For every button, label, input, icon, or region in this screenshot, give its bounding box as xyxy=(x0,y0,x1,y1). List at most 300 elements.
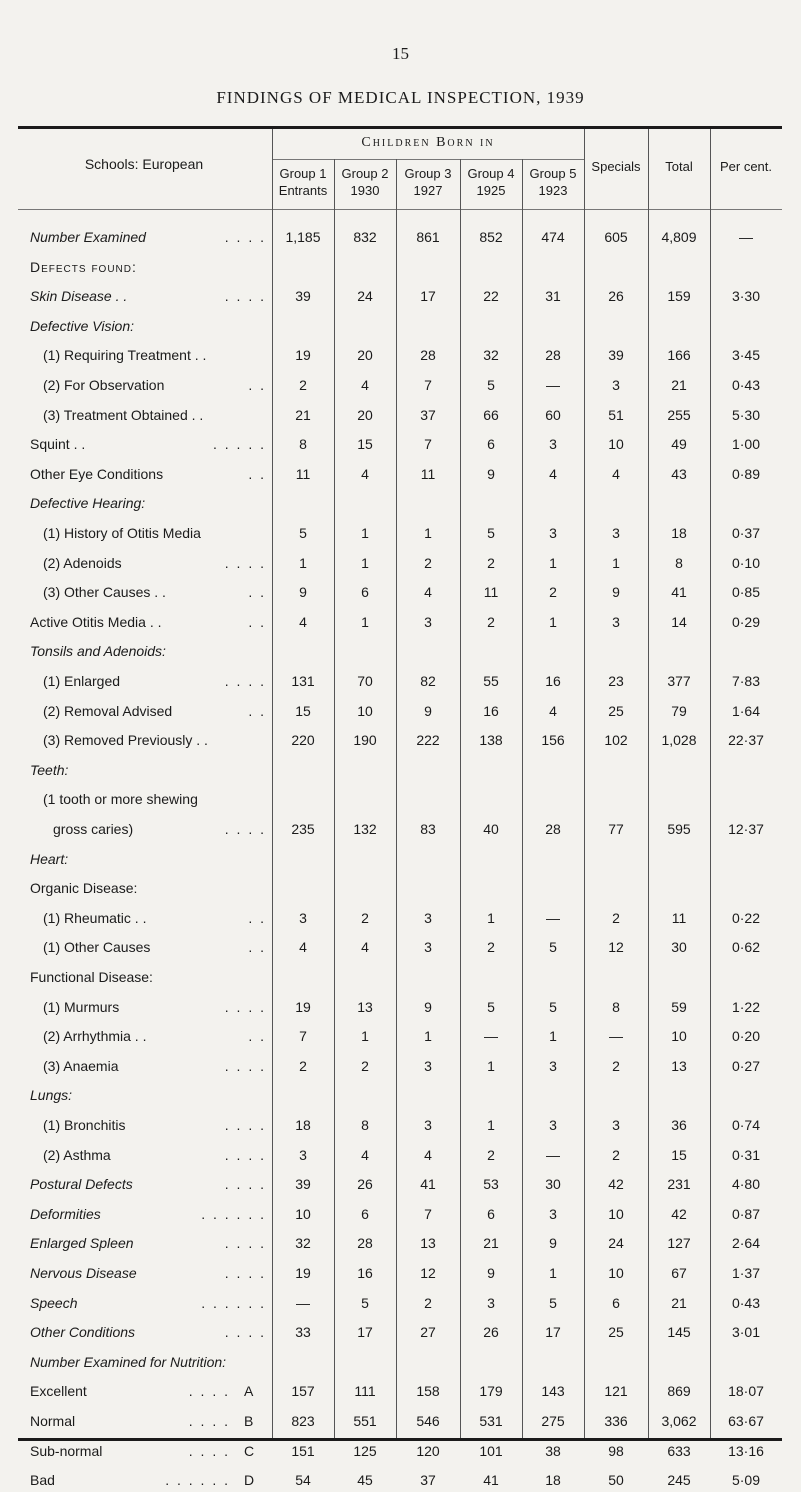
table-cell: 70 xyxy=(357,673,373,689)
table-cell: 166 xyxy=(667,347,691,363)
table-cell: 98 xyxy=(608,1443,624,1459)
leader-dots: . . xyxy=(248,377,266,393)
table-cell: 1,028 xyxy=(661,732,697,748)
leader-dots: . . xyxy=(248,466,266,482)
table-cell: 0·62 xyxy=(731,939,761,955)
column-header-line1: Group 4 xyxy=(467,166,515,181)
table-cell: 7 xyxy=(299,1028,307,1044)
table-cell: 16 xyxy=(357,1265,373,1281)
table-cell: 3 xyxy=(424,1058,432,1074)
leader-dots: . . . . xyxy=(224,1235,266,1251)
table-row xyxy=(18,614,782,634)
table-cell: 31 xyxy=(545,288,561,304)
table-cell: 36 xyxy=(671,1117,687,1133)
table-cell: 25 xyxy=(608,1324,624,1340)
table-cell: 145 xyxy=(667,1324,691,1340)
column-header-line1: Specials xyxy=(591,159,641,174)
table-cell: 1 xyxy=(549,614,557,630)
table-cell: 5 xyxy=(549,939,557,955)
nutrition-grade-letter: A xyxy=(244,1383,254,1399)
column-header xyxy=(584,158,648,175)
row-label: Heart: xyxy=(30,851,69,867)
table-cell: 0·27 xyxy=(731,1058,761,1074)
leader-dots: . . xyxy=(248,939,266,955)
row-label: (1) Bronchitis xyxy=(43,1117,126,1133)
table-cell: 50 xyxy=(608,1472,624,1488)
table-cell: 41 xyxy=(671,584,687,600)
table-cell: 9 xyxy=(424,999,432,1015)
column-header xyxy=(272,165,334,199)
row-label: Deformities xyxy=(30,1206,101,1222)
table-cell: 25 xyxy=(608,703,624,719)
table-cell: 20 xyxy=(357,347,373,363)
table-cell: 26 xyxy=(483,1324,499,1340)
table-cell: 10 xyxy=(671,1028,687,1044)
table-cell: 2 xyxy=(487,614,495,630)
leader-dots: . . . . . . xyxy=(165,1472,230,1488)
table-row xyxy=(18,1028,782,1048)
table-cell: 11 xyxy=(420,466,436,482)
table-cell: 1·22 xyxy=(731,999,761,1015)
table-cell: 17 xyxy=(420,288,436,304)
row-label: Enlarged Spleen xyxy=(30,1235,134,1251)
table-cell: 8 xyxy=(675,555,683,571)
row-label: (1) History of Otitis Media xyxy=(43,525,201,541)
table-cell: 0·74 xyxy=(731,1117,761,1133)
table-cell: 41 xyxy=(483,1472,499,1488)
table-row xyxy=(18,1295,782,1315)
table-cell: 0·29 xyxy=(731,614,761,630)
table-cell: 5 xyxy=(549,999,557,1015)
table-cell: 5·09 xyxy=(731,1472,761,1488)
table-cell: 17 xyxy=(357,1324,373,1340)
table-cell: 15 xyxy=(357,436,373,452)
table-cell: — xyxy=(546,377,560,393)
table-row xyxy=(18,1354,782,1374)
table-cell: 531 xyxy=(479,1413,503,1429)
table-cell: 37 xyxy=(420,407,436,423)
table-row xyxy=(18,436,782,456)
table-cell: 10 xyxy=(608,1265,624,1281)
row-label: Excellent xyxy=(30,1383,87,1399)
table-cell: 1 xyxy=(549,1265,557,1281)
table-cell: 28 xyxy=(545,347,561,363)
table-cell: 231 xyxy=(667,1176,691,1192)
table-row xyxy=(18,939,782,959)
table-cell: 1 xyxy=(487,1058,495,1074)
leader-dots: . . . . . . xyxy=(201,1295,266,1311)
table-cell: 10 xyxy=(608,1206,624,1222)
row-label: Other Eye Conditions xyxy=(30,466,164,482)
table-cell: 79 xyxy=(671,703,687,719)
table-cell: 7 xyxy=(424,1206,432,1222)
table-cell: 159 xyxy=(667,288,691,304)
table-cell: 11 xyxy=(483,584,499,600)
table-cell: — xyxy=(609,1028,623,1044)
table-cell: 9 xyxy=(549,1235,557,1251)
table-cell: 23 xyxy=(608,673,624,689)
table-cell: 55 xyxy=(483,673,499,689)
page-title: FINDINGS OF MEDICAL INSPECTION, 1939 xyxy=(216,88,585,107)
table-cell: 3·45 xyxy=(731,347,761,363)
table-row xyxy=(18,673,782,693)
table-cell: 83 xyxy=(420,821,436,837)
table-cell: 0·85 xyxy=(731,584,761,600)
table-cell: 7 xyxy=(424,377,432,393)
table-bottom-rule xyxy=(18,1438,782,1441)
row-label: (2) Arrhythmia . . xyxy=(43,1028,147,1044)
table-cell: 5 xyxy=(549,1295,557,1311)
table-cell: 3 xyxy=(612,377,620,393)
table-cell: 222 xyxy=(416,732,440,748)
table-cell: 1,185 xyxy=(285,229,321,245)
row-label: Nervous Disease xyxy=(30,1265,137,1281)
column-header-line1: Group 3 xyxy=(404,166,452,181)
column-header-line2: 1930 xyxy=(350,183,380,198)
row-label: Tonsils and Adenoids: xyxy=(30,643,166,659)
table-row xyxy=(18,1147,782,1167)
table-cell: 4 xyxy=(424,1147,432,1163)
table-row xyxy=(18,732,782,752)
table-cell: 2 xyxy=(487,939,495,955)
table-cell: 245 xyxy=(667,1472,691,1488)
table-row xyxy=(18,762,782,782)
table-cell: 15 xyxy=(295,703,311,719)
table-cell: 21 xyxy=(671,1295,687,1311)
table-cell: 111 xyxy=(354,1383,376,1399)
column-header xyxy=(710,158,782,175)
table-cell: 2 xyxy=(549,584,557,600)
table-cell: 1 xyxy=(549,1028,557,1044)
column-header-line2: Entrants xyxy=(278,183,328,198)
table-cell: 0·22 xyxy=(731,910,761,926)
table-cell: 1 xyxy=(424,525,432,541)
leader-dots: . . . . xyxy=(224,229,266,245)
table-cell: 12 xyxy=(608,939,624,955)
row-label: Skin Disease . . xyxy=(30,288,128,304)
table-row xyxy=(18,407,782,427)
table-cell: — xyxy=(546,1147,560,1163)
children-born-in-header: Children Born in xyxy=(361,135,495,150)
table-cell: 179 xyxy=(479,1383,503,1399)
table-row xyxy=(18,1117,782,1137)
row-label: (3) Removed Previously . . xyxy=(43,732,208,748)
leader-dots: . . . . . . xyxy=(201,1206,266,1222)
table-cell: 39 xyxy=(608,347,624,363)
table-cell: 24 xyxy=(357,288,373,304)
table-row xyxy=(18,1383,782,1403)
table-cell: 30 xyxy=(545,1176,561,1192)
table-cell: 4 xyxy=(361,1147,369,1163)
table-cell: 4 xyxy=(549,703,557,719)
row-label: Teeth: xyxy=(30,762,69,778)
table-cell: 53 xyxy=(483,1176,499,1192)
table-cell: 12·37 xyxy=(728,821,764,837)
leader-dots: . . . . xyxy=(224,1176,266,1192)
table-cell: 127 xyxy=(667,1235,691,1251)
row-label: Postural Defects xyxy=(30,1176,133,1192)
table-cell: 27 xyxy=(420,1324,436,1340)
row-label: Speech xyxy=(30,1295,78,1311)
table-cell: 18 xyxy=(295,1117,311,1133)
leader-dots: . . . . xyxy=(224,1265,266,1281)
table-cell: 38 xyxy=(545,1443,561,1459)
table-row xyxy=(18,1265,782,1285)
table-cell: 82 xyxy=(420,673,436,689)
table-cell: 255 xyxy=(667,407,691,423)
column-header-line1: Group 1 xyxy=(279,166,327,181)
table-cell: 26 xyxy=(608,288,624,304)
table-cell: 4 xyxy=(361,939,369,955)
table-cell: 5 xyxy=(487,525,495,541)
row-label: Lungs: xyxy=(30,1087,73,1103)
table-cell: 2 xyxy=(299,377,307,393)
row-label: (2) Asthma xyxy=(43,1147,111,1163)
table-cell: 3 xyxy=(549,436,557,452)
table-cell: 66 xyxy=(483,407,499,423)
table-cell: 1 xyxy=(549,555,557,571)
column-header-line2: 1923 xyxy=(538,183,568,198)
table-cell: 13 xyxy=(357,999,373,1015)
table-cell: 37 xyxy=(420,1472,436,1488)
nutrition-grade-letter: D xyxy=(244,1472,255,1488)
row-label: Squint . . xyxy=(30,436,86,452)
table-cell: 28 xyxy=(545,821,561,837)
table-cell: 39 xyxy=(295,288,311,304)
table-cell: 275 xyxy=(541,1413,565,1429)
table-cell: 5 xyxy=(487,999,495,1015)
table-cell: 4 xyxy=(424,584,432,600)
table-row xyxy=(18,1443,782,1463)
table-cell: 157 xyxy=(291,1383,315,1399)
table-cell: 2 xyxy=(424,555,432,571)
page-number: 15 xyxy=(392,44,409,63)
table-cell: 3 xyxy=(299,1147,307,1163)
table-cell: 11 xyxy=(295,466,311,482)
table-cell: 546 xyxy=(416,1413,440,1429)
table-row xyxy=(18,1058,782,1078)
table-cell: 1·37 xyxy=(731,1265,761,1281)
row-label: (1) Other Causes xyxy=(43,939,151,955)
table-cell: 10 xyxy=(295,1206,311,1222)
table-cell: 1 xyxy=(361,525,369,541)
table-cell: 3·01 xyxy=(731,1324,761,1340)
table-cell: 4 xyxy=(361,377,369,393)
leader-dots: . . . . . xyxy=(212,436,266,452)
table-cell: — xyxy=(546,910,560,926)
table-cell: 4 xyxy=(299,614,307,630)
column-header-line1: Group 5 xyxy=(529,166,577,181)
table-row xyxy=(18,288,782,308)
row-label: (1) Requiring Treatment . . xyxy=(43,347,207,363)
table-cell: 19 xyxy=(295,1265,311,1281)
table-row xyxy=(18,347,782,367)
table-cell: 21 xyxy=(295,407,311,423)
leader-dots: . . xyxy=(248,910,266,926)
row-label: (2) For Observation xyxy=(43,377,165,393)
table-cell: 8 xyxy=(612,999,620,1015)
table-cell: 40 xyxy=(483,821,499,837)
table-row xyxy=(18,259,782,279)
table-cell: 14 xyxy=(671,614,687,630)
table-cell: 4,809 xyxy=(661,229,697,245)
table-cell: 30 xyxy=(671,939,687,955)
table-cell: 474 xyxy=(541,229,565,245)
table-cell: 1 xyxy=(361,555,369,571)
table-cell: 18 xyxy=(671,525,687,541)
column-header-line1: Per cent. xyxy=(719,159,773,174)
table-cell: 3 xyxy=(424,1117,432,1133)
table-cell: 6 xyxy=(612,1295,620,1311)
table-cell: 39 xyxy=(295,1176,311,1192)
row-label: (3) Anaemia xyxy=(43,1058,119,1074)
table-cell: 3 xyxy=(612,614,620,630)
table-cell: 156 xyxy=(541,732,565,748)
table-cell: 8 xyxy=(299,436,307,452)
table-cell: 1 xyxy=(487,1117,495,1133)
table-cell: 4 xyxy=(299,939,307,955)
table-cell: 17 xyxy=(545,1324,561,1340)
row-label: (3) Treatment Obtained . . xyxy=(43,407,204,423)
column-header xyxy=(522,165,584,199)
table-cell: 131 xyxy=(291,673,315,689)
table-row xyxy=(18,791,782,811)
table-cell: 13 xyxy=(420,1235,436,1251)
table-cell: 0·43 xyxy=(731,1295,761,1311)
row-label: Number Examined xyxy=(30,229,146,245)
table-cell: 2 xyxy=(612,1058,620,1074)
table-cell: 0·10 xyxy=(731,555,761,571)
table-cell: 77 xyxy=(608,821,624,837)
table-cell: 32 xyxy=(295,1235,311,1251)
table-cell: 12 xyxy=(420,1265,436,1281)
table-row xyxy=(18,999,782,1019)
table-cell: 869 xyxy=(667,1383,691,1399)
table-cell: 3 xyxy=(424,614,432,630)
table-cell: 190 xyxy=(353,732,377,748)
table-cell: 22 xyxy=(483,288,499,304)
table-row xyxy=(18,377,782,397)
table-cell: 6 xyxy=(487,1206,495,1222)
table-cell: 832 xyxy=(353,229,377,245)
leader-dots: . . . . xyxy=(224,673,266,689)
row-label: Functional Disease: xyxy=(30,969,153,985)
leader-dots: . . . . xyxy=(188,1413,230,1429)
table-cell: 3 xyxy=(549,1206,557,1222)
table-cell: 42 xyxy=(671,1206,687,1222)
column-header-line2: 1925 xyxy=(476,183,506,198)
row-label: Bad xyxy=(30,1472,55,1488)
table-cell: 10 xyxy=(357,703,373,719)
table-cell: 21 xyxy=(671,377,687,393)
table-cell: 2·64 xyxy=(731,1235,761,1251)
leader-dots: . . . . xyxy=(224,1324,266,1340)
table-row xyxy=(18,821,782,841)
leader-dots: . . xyxy=(248,1028,266,1044)
table-cell: 7·83 xyxy=(731,673,761,689)
row-label: (1) Murmurs xyxy=(43,999,120,1015)
table-cell: 18·07 xyxy=(728,1383,764,1399)
table-cell: 41 xyxy=(420,1176,436,1192)
leader-dots: . . . . xyxy=(224,999,266,1015)
table-cell: 158 xyxy=(416,1383,440,1399)
table-cell: 19 xyxy=(295,347,311,363)
table-cell: 1 xyxy=(361,614,369,630)
table-cell: 1 xyxy=(487,910,495,926)
table-cell: 101 xyxy=(479,1443,503,1459)
table-cell: 2 xyxy=(487,555,495,571)
table-cell: 3 xyxy=(549,525,557,541)
table-cell: 15 xyxy=(671,1147,687,1163)
table-cell: — xyxy=(484,1028,498,1044)
table-cell: 7 xyxy=(424,436,432,452)
children-born-in-rule xyxy=(272,159,584,160)
table-row xyxy=(18,466,782,486)
table-cell: 0·89 xyxy=(731,466,761,482)
column-header-line1: Total xyxy=(665,159,693,174)
row-label: Defective Vision: xyxy=(30,318,135,334)
table-cell: 1·00 xyxy=(731,436,761,452)
leader-dots: . . . . xyxy=(224,1147,266,1163)
table-cell: 16 xyxy=(483,703,499,719)
table-cell: 5 xyxy=(487,377,495,393)
table-cell: 63·67 xyxy=(728,1413,764,1429)
table-row xyxy=(18,584,782,604)
row-label: (1) Enlarged xyxy=(43,673,121,689)
table-cell: 125 xyxy=(353,1443,377,1459)
table-row xyxy=(18,555,782,575)
table-row xyxy=(18,525,782,545)
table-cell: 605 xyxy=(604,229,628,245)
table-cell: 377 xyxy=(667,673,691,689)
table-cell: 5·30 xyxy=(731,407,761,423)
table-cell: 4·80 xyxy=(731,1176,761,1192)
table-cell: 2 xyxy=(612,1147,620,1163)
row-label: Sub-normal xyxy=(30,1443,103,1459)
row-label: Organic Disease: xyxy=(30,880,138,896)
table-row xyxy=(18,229,782,249)
table-cell: 2 xyxy=(361,910,369,926)
table-cell: 3 xyxy=(487,1295,495,1311)
leader-dots: . . xyxy=(248,584,266,600)
leader-dots: . . . . xyxy=(188,1383,230,1399)
row-label: (2) Adenoids xyxy=(43,555,122,571)
table-top-rule xyxy=(18,126,782,129)
table-cell: 3·30 xyxy=(731,288,761,304)
table-cell: 0·43 xyxy=(731,377,761,393)
table-row xyxy=(18,969,782,989)
table-cell: 6 xyxy=(487,436,495,452)
table-cell: 3 xyxy=(612,525,620,541)
row-label: (1 tooth or more shewing xyxy=(43,791,198,807)
table-row xyxy=(18,1206,782,1226)
row-label: (2) Removal Advised xyxy=(43,703,173,719)
table-cell: — xyxy=(739,229,753,245)
table-cell: 19 xyxy=(295,999,311,1015)
table-cell: 5 xyxy=(299,525,307,541)
table-cell: 2 xyxy=(612,910,620,926)
table-cell: 3 xyxy=(549,1058,557,1074)
table-cell: 6 xyxy=(361,1206,369,1222)
table-row xyxy=(18,643,782,663)
table-cell: 3 xyxy=(424,939,432,955)
table-cell: 11 xyxy=(671,910,687,926)
table-cell: 235 xyxy=(291,821,315,837)
table-row xyxy=(18,1176,782,1196)
table-cell: 102 xyxy=(604,732,628,748)
table-row xyxy=(18,1472,782,1492)
table-cell: 45 xyxy=(357,1472,373,1488)
